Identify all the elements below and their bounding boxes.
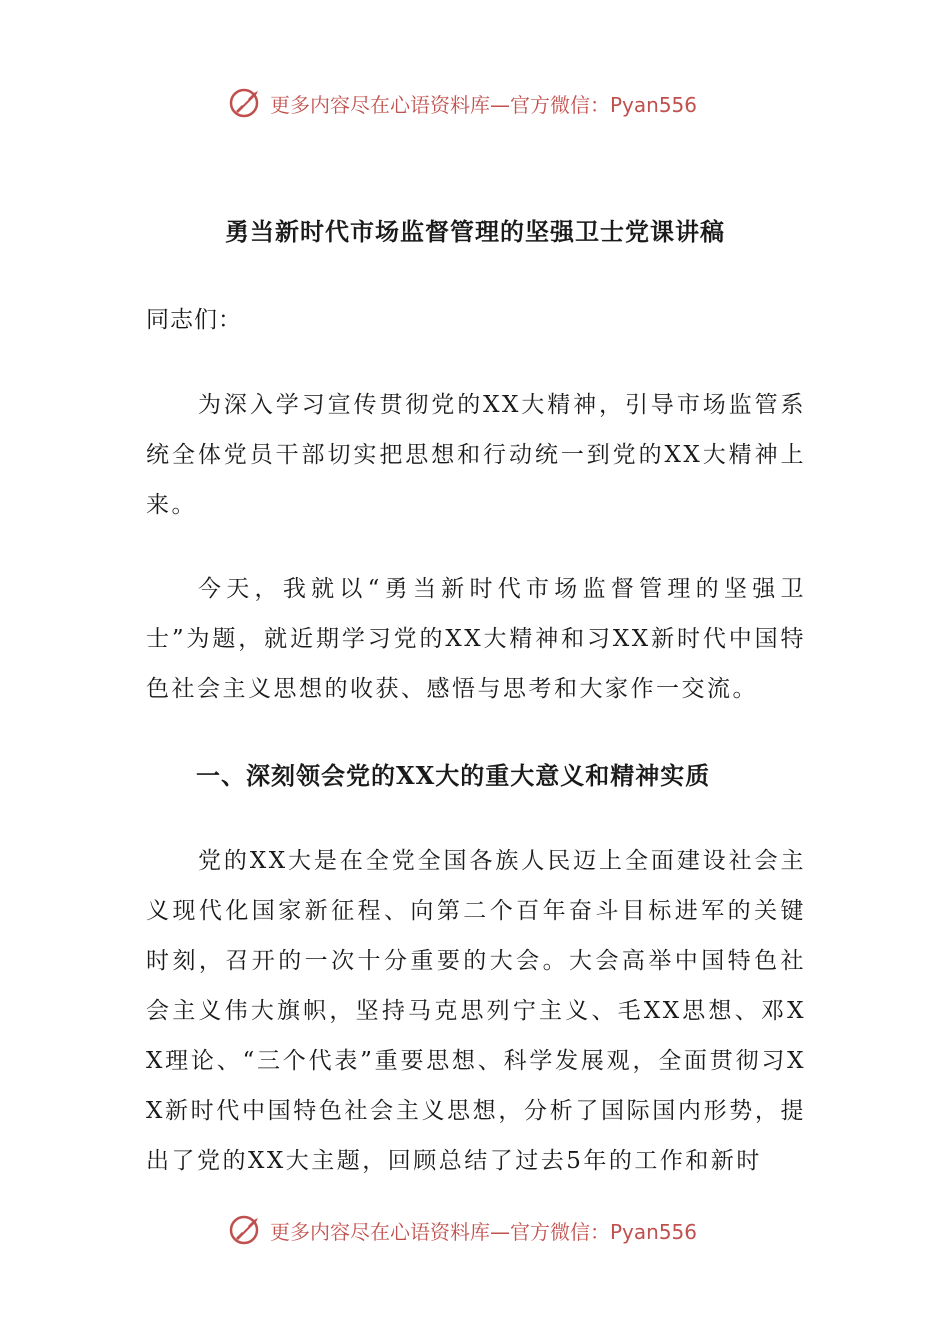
paragraph-topic: 今天，我就以“勇当新时代市场监督管理的坚强卫士”为题，就近期学习党的XX大精神和习XX新时代中国特色社会主义思想的收获、感悟与思考和大家作一交流。 (146, 576, 806, 702)
pen-logo-icon (228, 1212, 264, 1248)
pen-logo-icon (228, 85, 264, 121)
salutation: 同志们： (146, 307, 242, 333)
document-title: 勇当新时代市场监督管理的坚强卫士党课讲稿 (225, 217, 725, 246)
header-banner (228, 83, 697, 123)
paragraph-intro: 为深入学习宣传贯彻党的XX大精神，引导市场监管系统全体党员干部切实把思想和行动统一到党的XX大精神上来。 (146, 392, 806, 518)
banner-text: 更多内容尽在心语资料库—官方微信：Pyan556 (270, 1219, 698, 1244)
paragraph-section-one: 党的XX大是在全党全国各族人民迈上全面建设社会主义现代化国家新征程、向第二个百年奋斗目标进军的关键时刻，召开的一次十分重要的大会。大会高举中国特色社会主义伟大旗帜，坚持马克思列宁主义、毛XX思想、邓XX理论、“三个代表”重要思想、科学发展观，全面贯彻习XX新时代中国特色社会主义思想，分析了国际国内形势，提出了党的XX大主题，回顾总结了过去5年的工作和新时 (146, 848, 806, 1174)
banner-text: 更多内容尽在心语资料库—官方微信：Pyan556 (270, 92, 698, 117)
footer-banner (228, 1210, 697, 1250)
section-heading: 一、深刻领会党的XX大的重大意义和精神实质 (196, 761, 711, 790)
